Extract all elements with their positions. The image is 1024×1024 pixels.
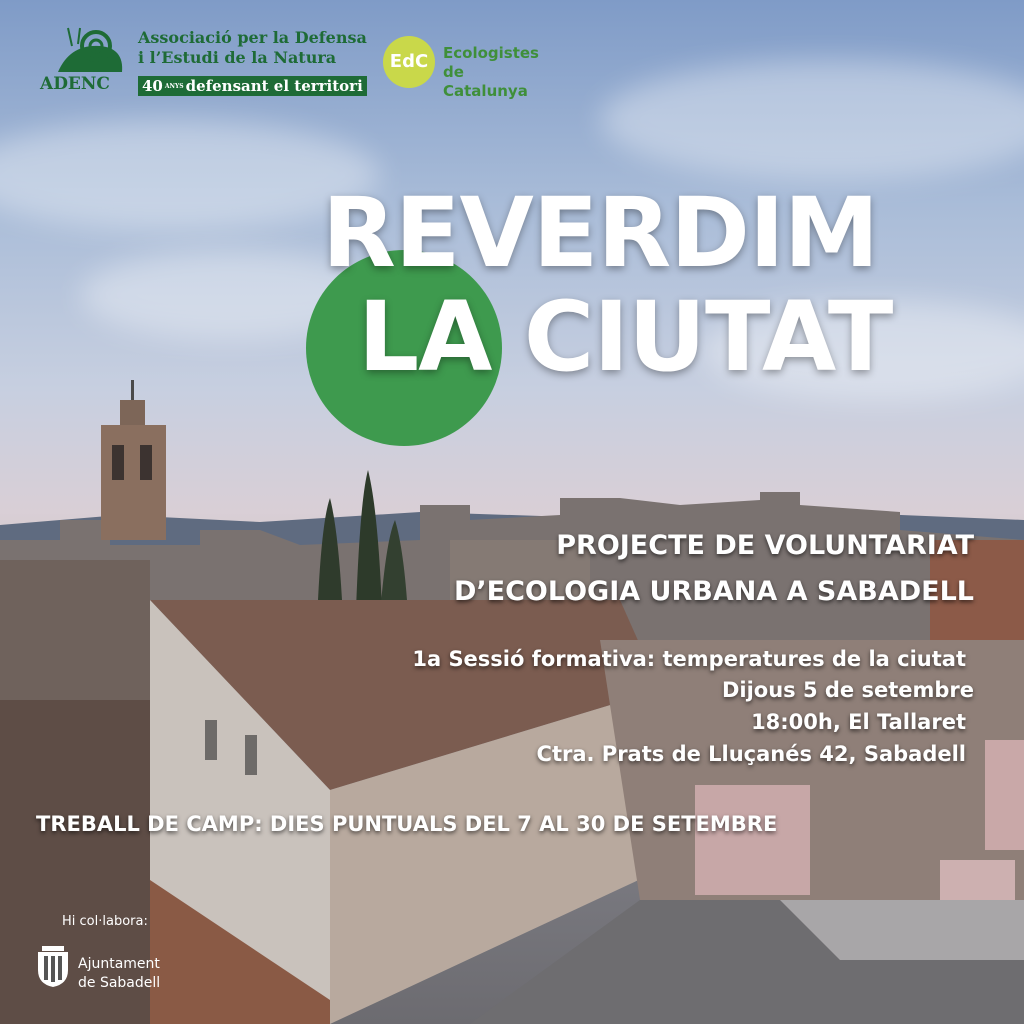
- adenc-wordmark: ADENC: [40, 74, 110, 94]
- collaborator-label: Hi col·labora:: [62, 914, 148, 929]
- edc-name-line1: Ecologistes: [443, 44, 539, 62]
- adenc-years: 40: [142, 77, 163, 95]
- edc-name-line2: de Catalunya: [443, 63, 528, 100]
- adenc-tagline: defensant el territori: [185, 77, 363, 95]
- session-title: 1a Sessió formativa: temperatures de la ciutat: [412, 647, 966, 671]
- edc-badge: EdC: [383, 36, 435, 88]
- headline-line2: LA CIUTAT: [358, 281, 893, 393]
- adenc-name-line1: Associació per la Defensa: [138, 28, 367, 47]
- adenc-name: [138, 28, 367, 68]
- fieldwork-dates: TREBALL DE CAMP: DIES PUNTUALS DEL 7 AL 30 DE SETEMBRE: [36, 812, 778, 836]
- coat-of-arms-icon: [36, 946, 70, 988]
- adenc-name-line2: i l’Estudi de la Natura: [138, 48, 337, 67]
- edc-name: [443, 44, 539, 101]
- collaborator-name-line2: de Sabadell: [78, 975, 161, 991]
- project-subtitle-line2: D’ECOLOGIA URBANA A SABADELL: [453, 576, 974, 607]
- collaborator-name-line1: Ajuntament: [78, 956, 160, 972]
- adenc-tagline-banner: [138, 76, 367, 96]
- snail-icon: [50, 24, 130, 76]
- project-subtitle-line1: PROJECTE DE VOLUNTARIAT: [556, 530, 974, 561]
- collaborator-name: [78, 955, 160, 993]
- session-address: Ctra. Prats de Lluçanés 42, Sabadell: [536, 742, 966, 766]
- session-time-place: 18:00h, El Tallaret: [751, 710, 966, 734]
- adenc-years-small: ANYS: [164, 83, 184, 90]
- headline-line1: REVERDIM: [322, 177, 879, 289]
- session-date: Dijous 5 de setembre: [721, 678, 974, 702]
